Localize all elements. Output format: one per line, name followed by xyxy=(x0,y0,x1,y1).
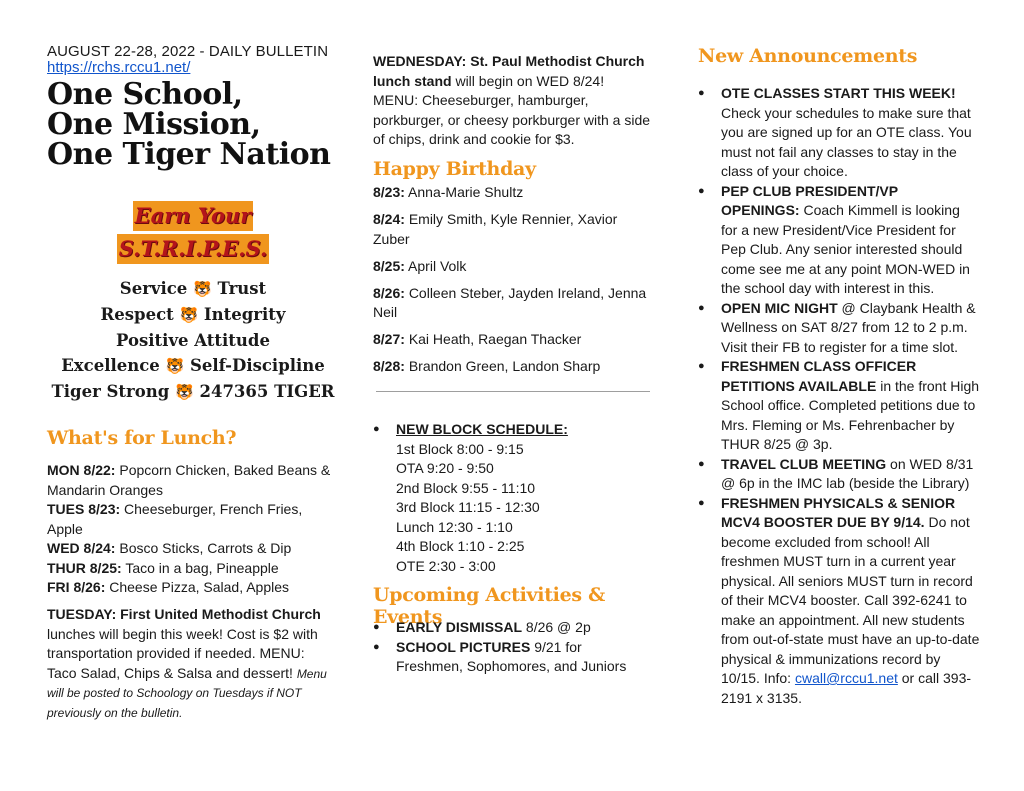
announcement-item: ● OPEN MIC NIGHT @ Claybank Health & Wellness on SAT 8/27 from 12 to 2 p.m. Visit their FB to register for a time slot. xyxy=(698,299,980,358)
core-values xyxy=(47,276,339,405)
birthday-heading: Happy Birthday xyxy=(373,158,536,180)
birthday-list xyxy=(373,183,651,384)
tuesday-note: Menu will be posted to Schoology on Tuesdays if NOT previously on the bulletin. xyxy=(47,666,327,720)
headline xyxy=(47,77,331,172)
schedule-line: 2nd Block 9:55 - 11:10 xyxy=(396,479,536,496)
announcement-item: ● FRESHMEN PHYSICALS & SENIOR MCV4 BOOSTER DUE BY 9/14. Do not become excluded from school! All freshmen MUST turn in a current year physical. All seniors MUST turn in record of their MCV4 booster. Call 392-6241 to make an appointment. All new students from out-of-state must have an up-to-date physical & immunizations record by 10/15. Info: cwall@rccu1.net or call 393-2191 x 3135. xyxy=(698,494,980,709)
activity-item: ● SCHOOL PICTURES 9/21 for Freshmen, Sophomores, and Juniors xyxy=(373,638,651,677)
school-website-link[interactable]: https://rchs.rccu1.net/ xyxy=(47,59,191,76)
value-247365-tiger: 247365 TIGER xyxy=(199,382,335,401)
schedule-line: Lunch 12:30 - 1:10 xyxy=(396,518,513,535)
schedule-title: NEW BLOCK SCHEDULE: xyxy=(396,421,568,437)
schedule-line: OTE 2:30 - 3:00 xyxy=(396,557,496,574)
lunch-item: WED 8/24: Bosco Sticks, Carrots & Dip xyxy=(47,540,292,556)
stripes-line-2: S.T.R.I.P.E.S. xyxy=(117,234,270,264)
announcements-list xyxy=(698,84,980,708)
block-schedule xyxy=(373,420,651,576)
contact-email-link[interactable]: cwall@rccu1.net xyxy=(794,670,898,686)
schedule-line: 1st Block 8:00 - 9:15 xyxy=(396,440,524,457)
announcement-item: ● PEP CLUB PRESIDENT/VP OPENINGS: Coach Kimmell is looking for a new President/Vice President for Pep Club. Any senior interested should come see me at any point MON-WED in the school day with interest in this. xyxy=(698,182,980,299)
schedule-item xyxy=(373,420,651,576)
activities-heading: Upcoming Activities & Events xyxy=(373,584,605,628)
birthday-item: 8/24: Emily Smith, Kyle Rennier, Xavior Zuber xyxy=(373,211,618,247)
schedule-line: 3rd Block 11:15 - 12:30 xyxy=(396,499,540,515)
activity-item: ● EARLY DISMISSAL 8/26 @ 2p xyxy=(373,618,651,638)
value-self-discipline: Self-Discipline xyxy=(189,356,325,375)
stripes-line-1: Earn Your xyxy=(133,201,254,231)
tuesday-church-lunch: TUESDAY: First United Methodist Church lunches will begin this week! Cost is $2 with transportation provided if needed. MENU: Taco Salad, Chips & Salsa and dessert! Menu will be posted to Schoology on Tuesdays if NOT previously on the bulletin. xyxy=(47,606,327,720)
birthday-item: 8/26: Colleen Steber, Jayden Ireland, Jenna Neil xyxy=(373,284,647,320)
value-service: Service xyxy=(119,279,188,298)
headline-line-3: One Tiger Nation xyxy=(47,137,331,172)
schedule-line: 4th Block 1:10 - 2:25 xyxy=(396,538,525,554)
tiger-icon: 🐯 xyxy=(175,383,194,401)
value-tiger-strong: Tiger Strong xyxy=(51,382,170,401)
value-positive-attitude: Positive Attitude xyxy=(116,331,270,350)
headline-line-2: One Mission, xyxy=(47,107,261,142)
schedule-line: OTA 9:20 - 9:50 xyxy=(396,460,494,476)
birthday-item: 8/23: Anna-Marie Shultz xyxy=(373,184,524,200)
tiger-icon: 🐯 xyxy=(165,357,185,375)
value-row xyxy=(47,276,339,302)
lunch-menu xyxy=(47,461,337,598)
lunch-heading: What's for Lunch? xyxy=(47,427,237,449)
bulletin-date-line: AUGUST 22-28, 2022 - DAILY BULLETIN xyxy=(47,43,329,60)
birthday-item: 8/27: Kai Heath, Raegan Thacker xyxy=(373,331,582,347)
announcements-heading: New Announcements xyxy=(698,45,918,67)
section-divider xyxy=(376,391,650,392)
value-integrity: Integrity xyxy=(203,305,286,324)
tiger-icon: 🐯 xyxy=(179,306,199,324)
value-trust: Trust xyxy=(217,279,267,298)
activities-list xyxy=(373,618,651,677)
announcement-item: ● FRESHMEN CLASS OFFICER PETITIONS AVAILABLE in the front High School office. Completed petitions due to Mrs. Fleming or Ms. Fehrenbacher by THUR 8/25 @ 3p. xyxy=(698,357,980,455)
lunch-item: FRI 8/26: Cheese Pizza, Salad, Apples xyxy=(47,579,290,595)
tiger-icon: 🐯 xyxy=(193,280,212,298)
announcement-item: ● TRAVEL CLUB MEETING on WED 8/31 @ 6p in the IMC lab (beside the Library) xyxy=(698,455,980,494)
value-excellence: Excellence xyxy=(61,356,160,375)
lunch-item: TUES 8/23: Cheeseburger, French Fries, Apple xyxy=(47,501,303,537)
value-row xyxy=(47,302,339,328)
lunch-item: THUR 8/25: Taco in a bag, Pineapple xyxy=(47,559,279,576)
birthday-item: 8/25: April Volk xyxy=(373,257,467,274)
value-respect: Respect xyxy=(100,305,174,324)
headline-line-1: One School, xyxy=(47,77,243,112)
value-row xyxy=(47,379,339,405)
value-row xyxy=(47,353,339,379)
value-row xyxy=(47,328,339,353)
birthday-item: 8/28: Brandon Green, Landon Sharp xyxy=(373,358,601,374)
earn-your-stripes-banner xyxy=(47,201,339,267)
lunch-item: MON 8/22: Popcorn Chicken, Baked Beans & Mandarin Oranges xyxy=(47,462,331,498)
announcement-item: ● OTE CLASSES START THIS WEEK! Check your schedules to make sure that you are signed up for an OTE class. You must not fail any classes to stay in the class of your choice. xyxy=(698,84,980,182)
wednesday-lunch-stand: WEDNESDAY: St. Paul Methodist Church lunch stand will begin on WED 8/24! MENU: Cheeseburger, hamburger, porkburger, or cheesy porkburger with a side of chips, drink and cookie for $3. xyxy=(373,53,651,147)
